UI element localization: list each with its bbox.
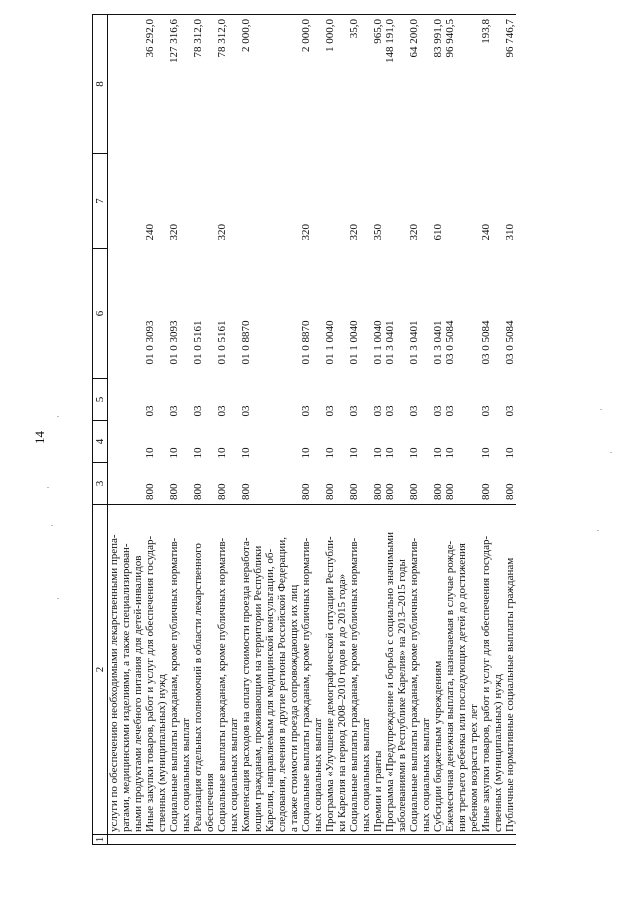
cell-c8: 83 991,0 xyxy=(432,15,444,154)
row-name-cell: Премии и гранты xyxy=(372,505,384,835)
column-header: 6 xyxy=(93,249,108,379)
scan-speck xyxy=(47,487,49,488)
cell-c7: 320 xyxy=(300,224,312,241)
cell-c4: 10 xyxy=(480,447,492,459)
cell-c6: 01 0 5161 xyxy=(192,320,204,365)
cell-c4: 10 xyxy=(504,447,516,459)
cell-c5: 03 xyxy=(372,405,384,417)
cell-c3: 800 xyxy=(372,483,384,500)
row-name-cell: Социальные выплаты гражданам, кроме публичных норматив- ных социальных выплат xyxy=(408,505,432,835)
cell-c3: 800 xyxy=(432,483,444,500)
cell-c4 xyxy=(108,421,145,463)
scan-speck xyxy=(57,416,59,417)
cell-c6: 03 0 5084 xyxy=(480,320,492,365)
row-index-cell xyxy=(480,835,504,845)
row-name-cell: Программа «Предупреждение и борьба с социально значимыми заболеваниями в Республике Карелия» на 2013–2015 годы xyxy=(384,505,408,835)
cell-c4: 10 xyxy=(408,447,420,459)
table-row xyxy=(444,15,480,845)
row-name-cell: Компенсация расходов на оплату стоимости проезда неработа- ющим гражданам, проживающим на территории Республики Карелия, направляемым для медицинской консультации, об- следования, лечения в другие регионы Российской Федерации, а также стоимости проезда сопровождающих их лиц xyxy=(240,505,300,835)
cell-c3: 800 xyxy=(408,483,420,500)
cell-c8: 148 191,0 xyxy=(384,15,408,154)
cell-c7 xyxy=(240,154,300,249)
table-header-row xyxy=(93,15,108,845)
cell-c5: 03 xyxy=(408,405,420,417)
table-row xyxy=(384,15,408,845)
cell-c3: 800 xyxy=(216,483,228,500)
cell-c5: 03 xyxy=(504,405,516,417)
cell-c5: 03 xyxy=(444,405,456,417)
cell-c6: 03 0 5084 xyxy=(504,320,516,365)
cell-c7: 240 xyxy=(480,224,492,241)
table-row xyxy=(348,15,372,845)
cell-c6: 01 0 8870 xyxy=(240,320,252,365)
cell-c5: 03 xyxy=(480,405,492,417)
cell-c3: 800 xyxy=(240,483,252,500)
cell-c6: 01 3 0401 xyxy=(384,320,396,365)
cell-c8: 965,0 xyxy=(372,15,384,154)
row-name-cell: Ежемесячная денежная выплата, назначаемая в случае рожде- ния третьего ребенка или последующих детей до достижения ребенком возраста трех лет xyxy=(444,505,480,835)
cell-c7: 350 xyxy=(372,224,384,241)
row-name-cell: услуги по обеспечению необходимыми лекарственными препа- ратами, медицинскими изделиями, а также специализирован- ными продуктами лечебного питания для детей-инвалидов xyxy=(108,505,145,835)
row-index-cell xyxy=(504,835,516,845)
row-index-cell xyxy=(240,835,300,845)
cell-c4: 10 xyxy=(144,447,156,459)
cell-c6: 01 0 3093 xyxy=(144,320,156,365)
cell-c6 xyxy=(108,249,145,379)
cell-c4: 10 xyxy=(432,447,444,459)
cell-c6: 01 3 0401 xyxy=(408,320,420,365)
row-index-cell xyxy=(300,835,324,845)
cell-c8: 2 000,0 xyxy=(300,15,324,154)
cell-c6: 01 1 0040 xyxy=(348,320,360,365)
scan-speck xyxy=(597,530,599,531)
row-index-cell xyxy=(384,835,408,845)
cell-c4: 10 xyxy=(372,447,384,459)
row-index-cell xyxy=(168,835,192,845)
cell-c7: 310 xyxy=(504,224,516,241)
column-header: 7 xyxy=(93,154,108,249)
cell-c7: 320 xyxy=(408,224,420,241)
row-index-cell xyxy=(444,835,480,845)
page-number: 14 xyxy=(32,431,47,444)
row-name-cell: Иные закупки товаров, работ и услуг для обеспечения государ- ственных (муниципальных) нужд xyxy=(144,505,168,835)
cell-c4: 10 xyxy=(348,447,360,459)
cell-c8: 78 312,0 xyxy=(192,15,216,154)
cell-c5: 03 xyxy=(144,405,156,417)
scan-speck xyxy=(57,598,59,599)
row-index-cell xyxy=(192,835,216,845)
cell-c8: 127 316,6 xyxy=(168,15,192,154)
cell-c7: 240 xyxy=(144,224,156,241)
cell-c8: 2 000,0 xyxy=(240,15,300,154)
table-row xyxy=(504,15,516,845)
cell-c8: 35,0 xyxy=(348,15,372,154)
row-name-cell: Иные закупки товаров, работ и услуг для обеспечения государ- ственных (муниципальных) нужд xyxy=(480,505,504,835)
cell-c5: 03 xyxy=(216,405,228,417)
row-name-cell: Субсидии бюджетным учреждениям xyxy=(432,505,444,835)
column-header: 4 xyxy=(93,421,108,463)
cell-c7: 320 xyxy=(348,224,360,241)
cell-c8: 96 940,5 xyxy=(444,15,480,154)
row-name-cell: Социальные выплаты гражданам, кроме публичных норматив- ных социальных выплат xyxy=(216,505,240,835)
cell-c6: 03 0 5084 xyxy=(444,320,456,365)
cell-c3: 800 xyxy=(384,483,396,500)
column-header: 8 xyxy=(93,15,108,154)
row-index-cell xyxy=(372,835,384,845)
table-row xyxy=(372,15,384,845)
cell-c4: 10 xyxy=(216,447,228,459)
cell-c5: 03 xyxy=(324,405,336,417)
cell-c5: 03 xyxy=(192,405,204,417)
cell-c6: 01 1 0040 xyxy=(372,320,384,365)
table-row xyxy=(300,15,324,845)
table-row xyxy=(408,15,432,845)
table-row xyxy=(108,15,145,845)
cell-c6: 01 0 8870 xyxy=(300,320,312,365)
cell-c8: 193,8 xyxy=(480,15,504,154)
budget-table xyxy=(92,14,516,845)
row-name-cell: Социальные выплаты гражданам, кроме публичных норматив- ных социальных выплат xyxy=(168,505,192,835)
cell-c3: 800 xyxy=(168,483,180,500)
cell-c7 xyxy=(192,154,216,249)
cell-c5: 03 xyxy=(300,405,312,417)
scan-speck xyxy=(610,452,612,453)
cell-c5: 03 xyxy=(240,405,252,417)
cell-c3: 800 xyxy=(504,483,516,500)
row-name-cell: Публичные нормативные социальные выплаты гражданам xyxy=(504,505,516,835)
table-row xyxy=(324,15,348,845)
table-row xyxy=(144,15,168,845)
row-name-cell: Социальные выплаты гражданам, кроме публичных норматив- ных социальных выплат xyxy=(348,505,372,835)
row-name-cell: Реализация отдельных полномочий в области лекарственного обеспечения xyxy=(192,505,216,835)
table-row xyxy=(240,15,300,845)
cell-c8: 1 000,0 xyxy=(324,15,348,154)
cell-c7 xyxy=(324,154,348,249)
table-row xyxy=(216,15,240,845)
row-index-cell xyxy=(432,835,444,845)
table-row xyxy=(432,15,444,845)
cell-c4: 10 xyxy=(384,447,396,459)
column-header: 1 xyxy=(93,835,108,845)
row-index-cell xyxy=(108,835,145,845)
cell-c3 xyxy=(108,463,145,505)
table-row xyxy=(168,15,192,845)
row-index-cell xyxy=(216,835,240,845)
cell-c3: 800 xyxy=(300,483,312,500)
row-name-cell: Программа «Улучшение демографической ситуации Республи- ки Карелия на период 2008–2010 годов и до 2015 года» xyxy=(324,505,348,835)
cell-c4: 10 xyxy=(192,447,204,459)
column-header: 3 xyxy=(93,463,108,505)
cell-c7 xyxy=(108,154,145,249)
cell-c3: 800 xyxy=(480,483,492,500)
cell-c3: 800 xyxy=(348,483,360,500)
cell-c7 xyxy=(384,154,408,249)
row-index-cell xyxy=(348,835,372,845)
cell-c7: 610 xyxy=(432,224,444,241)
row-index-cell xyxy=(408,835,432,845)
cell-c8: 36 292,0 xyxy=(144,15,168,154)
cell-c5: 03 xyxy=(348,405,360,417)
cell-c8: 78 312,0 xyxy=(216,15,240,154)
column-header: 2 xyxy=(93,505,108,835)
cell-c5: 03 xyxy=(168,405,180,417)
cell-c4: 10 xyxy=(240,447,252,459)
column-header: 5 xyxy=(93,379,108,421)
cell-c4: 10 xyxy=(444,447,456,459)
row-index-cell xyxy=(324,835,348,845)
cell-c5: 03 xyxy=(432,405,444,417)
cell-c4: 10 xyxy=(300,447,312,459)
cell-c6: 01 0 5161 xyxy=(216,320,228,365)
table-row xyxy=(192,15,216,845)
rotated-page-content xyxy=(92,15,562,845)
scan-speck xyxy=(51,525,53,526)
row-index-cell xyxy=(144,835,168,845)
cell-c6: 01 3 0401 xyxy=(432,320,444,365)
cell-c7: 320 xyxy=(216,224,228,241)
cell-c3: 800 xyxy=(144,483,156,500)
cell-c4: 10 xyxy=(324,447,336,459)
row-name-cell: Социальные выплаты гражданам, кроме публичных норматив- ных социальных выплат xyxy=(300,505,324,835)
table-row xyxy=(480,15,504,845)
cell-c5: 03 xyxy=(384,405,396,417)
cell-c3: 800 xyxy=(324,483,336,500)
cell-c7 xyxy=(444,154,480,249)
cell-c5 xyxy=(108,379,145,421)
scan-speck xyxy=(600,409,602,410)
cell-c7: 320 xyxy=(168,224,180,241)
cell-c8: 64 200,0 xyxy=(408,15,432,154)
cell-c6: 01 0 3093 xyxy=(168,320,180,365)
cell-c4: 10 xyxy=(168,447,180,459)
cell-c3: 800 xyxy=(444,483,456,500)
cell-c6: 01 1 0040 xyxy=(324,320,336,365)
cell-c3: 800 xyxy=(192,483,204,500)
cell-c8 xyxy=(108,15,145,154)
cell-c8: 96 746,7 xyxy=(504,15,516,154)
